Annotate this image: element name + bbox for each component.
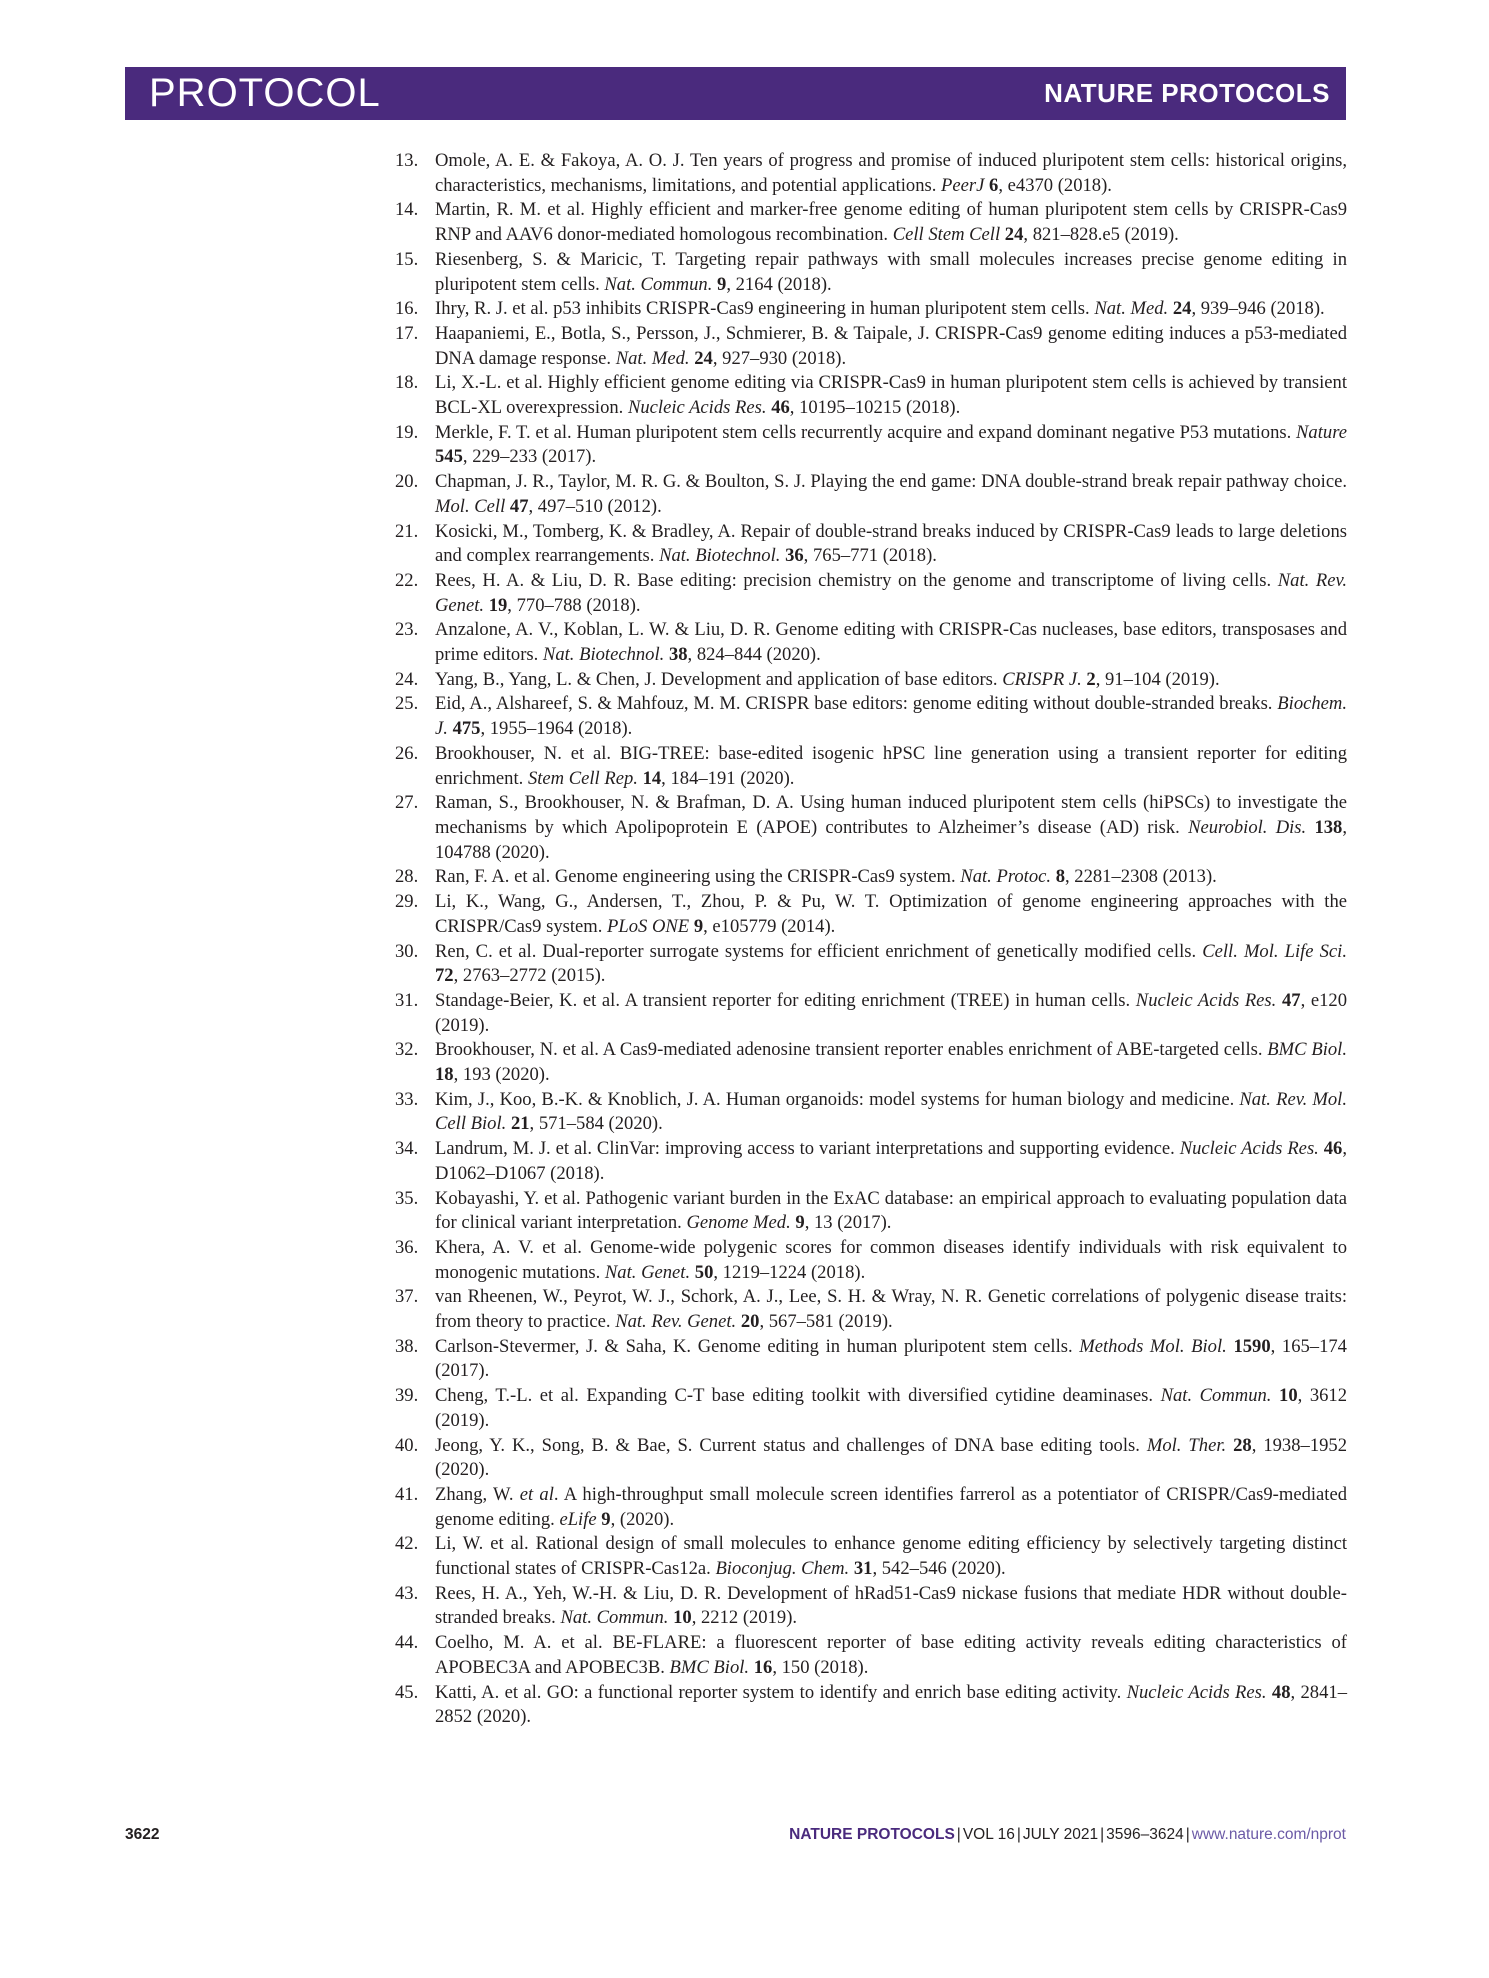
reference-item [395,1631,1347,1680]
journal-name: NATURE PROTOCOLS [1044,78,1330,108]
reference-journal: PLoS ONE [607,915,690,937]
reference-volume: 9 [717,273,727,295]
reference-volume: 9 [795,1212,805,1234]
reference-item [395,1582,1347,1631]
reference-text: Carlson-Stevermer, J. & Saha, K. Genome editing in human pluripotent stem cells. [435,1335,1080,1357]
reference-number: 41. [395,1483,419,1505]
reference-text: Ihry, R. J. et al. p53 inhibits CRISPR-Cas9 engineering in human pluripotent stem cells. [435,298,1095,320]
reference-item [395,569,1347,618]
reference-volume: 28 [1233,1434,1252,1456]
reference-number: 29. [395,891,419,913]
reference-text: , 150 (2018). [772,1656,869,1678]
reference-journal: Nat. Genet. [604,1261,691,1283]
reference-text: Jeong, Y. K., Song, B. & Bae, S. Current status and challenges of DNA base editing tools. [435,1434,1147,1456]
reference-journal: eLife [559,1508,597,1530]
reference-journal: Genome Med. [686,1212,791,1234]
reference-text: Coelho, M. A. et al. BE-FLARE: a fluorescent reporter of base editing activity reveals editing characteristics of APOBEC3A and APOBEC3B. [435,1632,1347,1678]
reference-volume: 47 [509,495,529,517]
reference-item [395,421,1347,470]
reference-text: , 821–828.e5 (2019). [1023,224,1179,246]
reference-item [395,618,1347,667]
reference-number: 25. [395,693,419,715]
reference-text: Raman, S., Brookhouser, N. & Brafman, D. A. Using human induced pluripotent stem cells (hiPSCs) to investigate the mechanisms by which Apolipoprotein E (APOE) contributes to Alzheimer’s disease (AD) risk. [435,792,1347,838]
reference-volume: 9 [693,915,704,937]
reference-item [395,371,1347,420]
reference-journal: Mol. Ther. [1146,1434,1227,1456]
reference-text: , 571–584 (2020). [529,1113,663,1135]
reference-number: 34. [395,1138,419,1160]
reference-journal: Stem Cell Rep. [527,767,638,789]
reference-text: , 2841–2852 (2020). [435,1681,1347,1728]
reference-journal: Nat. Rev. Genet. [615,1311,737,1333]
reference-text [1271,1385,1279,1406]
reference-number: 37. [395,1286,419,1308]
reference-text: , 1219–1224 (2018). [713,1261,866,1283]
reference-text: Kim, J., Koo, B.-K. & Knoblich, J. A. Human organoids: model systems for human biology and medicine. [435,1088,1240,1110]
reference-text: Brookhouser, N. et al. BIG-TREE: base-edited isogenic hPSC line generation using a transient reporter for editing enrichment. [435,742,1347,789]
reference-text: Cheng, T.-L. et al. Expanding C-T base editing toolkit with diversified cytidine deaminases. [435,1385,1161,1407]
reference-journal: Nucleic Acids Res. [627,397,767,419]
reference-text: Yang, B., Yang, L. & Chen, J. Development and application of base editors. [435,668,1003,690]
section-label: PROTOCOL [149,71,381,115]
reference-volume: 38 [668,644,688,666]
footer-url-link[interactable]: www.nature.com/nprot [1191,1826,1346,1843]
reference-item [395,791,1347,865]
reference-text: , 542–546 (2020). [872,1558,1006,1580]
reference-text: , 567–581 (2019). [759,1311,893,1333]
reference-journal: Cell. Mol. Life Sci. [1202,940,1347,962]
reference-item [395,297,1347,322]
reference-text: Omole, A. E. & Fakoya, A. O. J. Ten years of progress and promise of induced pluripotent stem cells: historical origins, characteristics, mechanisms, limitations, and potential applications. [435,150,1347,196]
reference-item [395,668,1347,693]
reference-item [395,149,1347,198]
reference-item [395,1384,1347,1433]
reference-journal: et al [519,1483,554,1505]
reference-text: Li, X.-L. et al. Highly efficient genome editing via CRISPR-Cas9 in human pluripotent stem cells is achieved by transient BCL-XL overexpression. [435,372,1347,419]
reference-item [395,1236,1347,1285]
reference-text: Kosicki, M., Tomberg, K. & Bradley, A. Repair of double-strand breaks induced by CRISPR-Cas9 leads to large deletions and complex rearrangements. [435,520,1347,567]
reference-text: Standage-Beier, K. et al. A transient reporter for editing enrichment (TREE) in human cells. [435,989,1136,1011]
reference-journal: Nat. Biotechnol. [542,644,665,666]
reference-volume: 36 [785,545,804,567]
reference-text: , 3612 (2019). [435,1385,1348,1431]
reference-journal: Nat. Rev. Mol. Cell Biol. [435,1088,1347,1135]
reference-text: , 497–510 (2012). [528,495,662,517]
reference-volume: 24 [1172,298,1192,320]
reference-journal: Neurobiol. Dis. [1188,816,1307,838]
reference-item [395,1038,1347,1087]
reference-journal: Methods Mol. Biol. [1079,1335,1227,1357]
reference-number: 23. [395,619,419,641]
reference-text: , D1062–D1067 (2018). [435,1138,1347,1184]
reference-item [395,1187,1347,1236]
reference-text: , 927–930 (2018). [712,347,847,369]
footer-date: JULY 2021 [1022,1826,1099,1843]
reference-text: , 229–233 (2017). [462,446,597,468]
reference-number: 14. [395,199,419,221]
reference-volume: 138 [1314,816,1343,838]
reference-number: 31. [395,989,419,1011]
reference-item [395,1483,1347,1532]
reference-text: Eid, A., Alshareef, S. & Mahfouz, M. M. CRISPR base editors: genome editing without double-stranded breaks. [435,693,1278,715]
reference-volume: 48 [1271,1681,1291,1703]
reference-item [395,470,1347,519]
reference-text: , 2212 (2019). [691,1607,798,1629]
reference-number: 32. [395,1039,419,1061]
reference-journal: Nat. Commun. [560,1607,669,1629]
reference-text: , e105779 (2014). [703,915,836,937]
reference-journal: Nucleic Acids Res. [1179,1138,1319,1160]
footer-pages: 3596–3624 [1106,1826,1184,1843]
reference-journal: Nat. Rev. Genet. [435,569,1347,616]
reference-volume: 31 [853,1558,873,1580]
reference-text: , 13 (2017). [804,1212,892,1234]
reference-number: 39. [395,1385,419,1407]
reference-journal: Nat. Med. [615,347,690,369]
reference-volume: 545 [435,446,463,468]
reference-volume: 72 [435,965,454,987]
reference-number: 43. [395,1582,419,1604]
reference-journal: Mol. Cell [435,495,506,517]
reference-text: , 2281–2308 (2013). [1064,866,1217,888]
reference-item [395,198,1347,247]
reference-number: 38. [395,1335,419,1357]
reference-item [395,248,1347,297]
reference-volume: 20 [740,1311,760,1333]
reference-number: 21. [395,520,419,542]
reference-text: , 939–946 (2018). [1191,298,1325,320]
page-footer [125,1826,1346,1850]
reference-number: 22. [395,569,419,591]
reference-text: Rees, H. A. & Liu, D. R. Base editing: precision chemistry on the genome and transcriptome of living cells. [435,569,1278,591]
reference-volume: 9 [601,1508,611,1530]
reference-text: , 184–191 (2020). [661,767,795,789]
reference-item [395,692,1347,741]
reference-number: 30. [395,940,419,962]
reference-number: 42. [395,1533,419,1555]
reference-volume: 10 [673,1607,692,1629]
reference-text: Ren, C. et al. Dual-reporter surrogate systems for efficient enrichment of genetically modified cells. [435,940,1203,962]
reference-volume: 2 [1086,668,1096,690]
reference-volume: 18 [435,1064,454,1086]
reference-number: 33. [395,1088,419,1110]
reference-item [395,1335,1347,1384]
reference-item [395,520,1347,569]
reference-journal: Nature [1296,421,1347,443]
reference-volume: 50 [694,1261,714,1283]
reference-text: Chapman, J. R., Taylor, M. R. G. & Boulton, S. J. Playing the end game: DNA double-strand break repair pathway choice. [435,471,1347,493]
reference-text: Merkle, F. T. et al. Human pluripotent stem cells recurrently acquire and expand dominant negative P53 mutations. [435,421,1297,443]
reference-text: Li, W. et al. Rational design of small molecules to enhance genome editing efficiency by selectively targeting distinct functional states of CRISPR-Cas12a. [435,1533,1347,1580]
reference-text: Haapaniemi, E., Botla, S., Persson, J., Schmierer, B. & Taipale, J. CRISPR-Cas9 genome editing induces a p53-mediated DNA damage response. [435,322,1347,369]
reference-text: , 2763–2772 (2015). [453,965,606,987]
reference-text: , (2020). [610,1508,675,1530]
reference-volume: 1590 [1233,1335,1271,1357]
reference-item [395,742,1347,791]
reference-item [395,989,1347,1038]
reference-journal: Nucleic Acids Res. [1126,1681,1267,1703]
reference-item [395,865,1347,890]
page-number: 3622 [125,1826,160,1843]
reference-text: Riesenberg, S. & Maricic, T. Targeting repair pathways with small molecules increases precise genome editing in pluripotent stem cells. [435,248,1347,295]
reference-item [395,940,1347,989]
reference-journal: Biochem. J. [435,693,1347,740]
header-bar [125,67,1346,120]
reference-text: Ran, F. A. et al. Genome engineering using the CRISPR-Cas9 system. [435,866,961,888]
reference-number: 24. [395,668,419,690]
reference-item [395,1285,1347,1334]
reference-text: , 165–174 (2017). [435,1335,1347,1382]
reference-text: , 104788 (2020). [435,816,1347,863]
reference-text: Zhang, W. [435,1483,520,1505]
reference-volume: 8 [1055,866,1065,888]
footer-journal: NATURE PROTOCOLS [789,1826,955,1843]
footer-citation: NATURE PROTOCOLS | VOL 16 | JULY 2021 | 3596–3624 | www.nature.com/nprot [789,1826,1346,1843]
reference-text: , 10195–10215 (2018). [789,397,961,419]
reference-journal: Nucleic Acids Res. [1135,989,1277,1011]
reference-journal: BMC Biol. [1267,1039,1347,1061]
reference-text: , 91–104 (2019). [1095,668,1220,690]
reference-number: 13. [395,150,419,171]
reference-number: 16. [395,298,419,320]
reference-number: 45. [395,1681,419,1703]
reference-volume: 46 [1323,1138,1343,1160]
reference-text: van Rheenen, W., Peyrot, W. J., Schork, A. J., Lee, S. H. & Wray, N. R. Genetic correlations of polygenic disease traits: from theory to practice. [435,1286,1347,1333]
reference-journal: Nat. Commun. [604,273,713,295]
reference-number: 15. [395,248,419,270]
reference-journal: Cell Stem Cell [892,224,1001,246]
reference-text: , 1938–1952 (2020). [435,1434,1348,1481]
reference-text: Katti, A. et al. GO: a functional reporter system to identify and enrich base editing activity. [435,1681,1127,1703]
reference-number: 36. [395,1236,419,1258]
reference-journal: CRISPR J. [1002,668,1082,690]
reference-volume: 14 [642,767,662,789]
reference-journal: Bioconjug. Chem. [715,1558,850,1580]
reference-list [395,149,1347,1730]
reference-volume: 475 [452,718,481,740]
reference-number: 26. [395,742,419,764]
reference-text: , 824–844 (2020). [687,644,821,666]
reference-volume: 47 [1281,989,1301,1011]
reference-volume: 10 [1279,1385,1298,1407]
reference-text: Khera, A. V. et al. Genome-wide polygenic scores for common diseases identify individuals with risk equivalent to monogenic mutations. [435,1236,1347,1283]
reference-volume: 16 [753,1656,773,1678]
reference-text: Rees, H. A., Yeh, W.-H. & Liu, D. R. Development of hRad51-Cas9 nickase fusions that mediate HDR without double-stranded breaks. [435,1582,1347,1629]
reference-text: Martin, R. M. et al. Highly efficient and marker-free genome editing of human pluripotent stem cells by CRISPR-Cas9 RNP and AAV6 donor-mediated homologous recombination. [435,199,1347,246]
reference-number: 35. [395,1187,419,1209]
reference-number: 19. [395,421,419,443]
reference-item [395,1137,1347,1186]
reference-journal: PeerJ [941,174,985,196]
reference-item [395,1088,1347,1137]
reference-volume: 24 [1004,224,1024,246]
reference-volume: 6 [989,174,999,196]
reference-number: 20. [395,471,419,493]
footer-volume: VOL 16 [962,1826,1015,1843]
reference-item [395,1681,1347,1730]
reference-number: 18. [395,372,419,394]
reference-text: , 765–771 (2018). [803,545,937,567]
reference-journal: Nat. Med. [1094,298,1169,320]
reference-journal: Nat. Commun. [1160,1385,1272,1407]
reference-item [395,1434,1347,1483]
reference-item [395,1532,1347,1581]
reference-text: , 193 (2020). [453,1064,550,1086]
reference-volume: 24 [694,347,713,369]
reference-journal: Nat. Protoc. [960,866,1052,888]
reference-text: , e120 (2019). [435,989,1347,1036]
reference-item [395,890,1347,939]
reference-text: Li, K., Wang, G., Andersen, T., Zhou, P. & Pu, W. T. Optimization of genome engineering approaches with the CRISPR/Cas9 system. [435,891,1347,937]
reference-text: , e4370 (2018). [998,174,1112,196]
reference-text: . A high-throughput small molecule screen identifies farrerol as a potentiator of CRISPR/Cas9-mediated genome editing. [435,1483,1348,1530]
reference-text: Kobayashi, Y. et al. Pathogenic variant burden in the ExAC database: an empirical approach to evaluating population data for clinical variant interpretation. [435,1187,1347,1234]
reference-text: , 2164 (2018). [726,273,832,295]
reference-number: 40. [395,1434,419,1456]
reference-volume: 46 [771,397,790,419]
reference-number: 27. [395,792,419,814]
reference-number: 28. [395,866,419,888]
reference-text: Landrum, M. J. et al. ClinVar: improving access to variant interpretations and supporting evidence. [435,1138,1180,1160]
reference-volume: 19 [488,594,508,616]
reference-number: 17. [395,322,419,344]
reference-text: , 770–788 (2018). [507,594,641,616]
reference-text: Anzalone, A. V., Koblan, L. W. & Liu, D. R. Genome editing with CRISPR-Cas nucleases, base editors, transposases and prime editors. [435,619,1347,666]
reference-number: 44. [395,1632,419,1654]
reference-journal: BMC Biol. [669,1656,750,1678]
reference-text: Brookhouser, N. et al. A Cas9-mediated adenosine transient reporter enables enrichment of ABE-targeted cells. [435,1039,1268,1061]
reference-volume: 21 [510,1113,530,1135]
reference-item [395,322,1347,371]
reference-text: , 1955–1964 (2018). [480,718,633,740]
reference-journal: Nat. Biotechnol. [659,545,781,567]
